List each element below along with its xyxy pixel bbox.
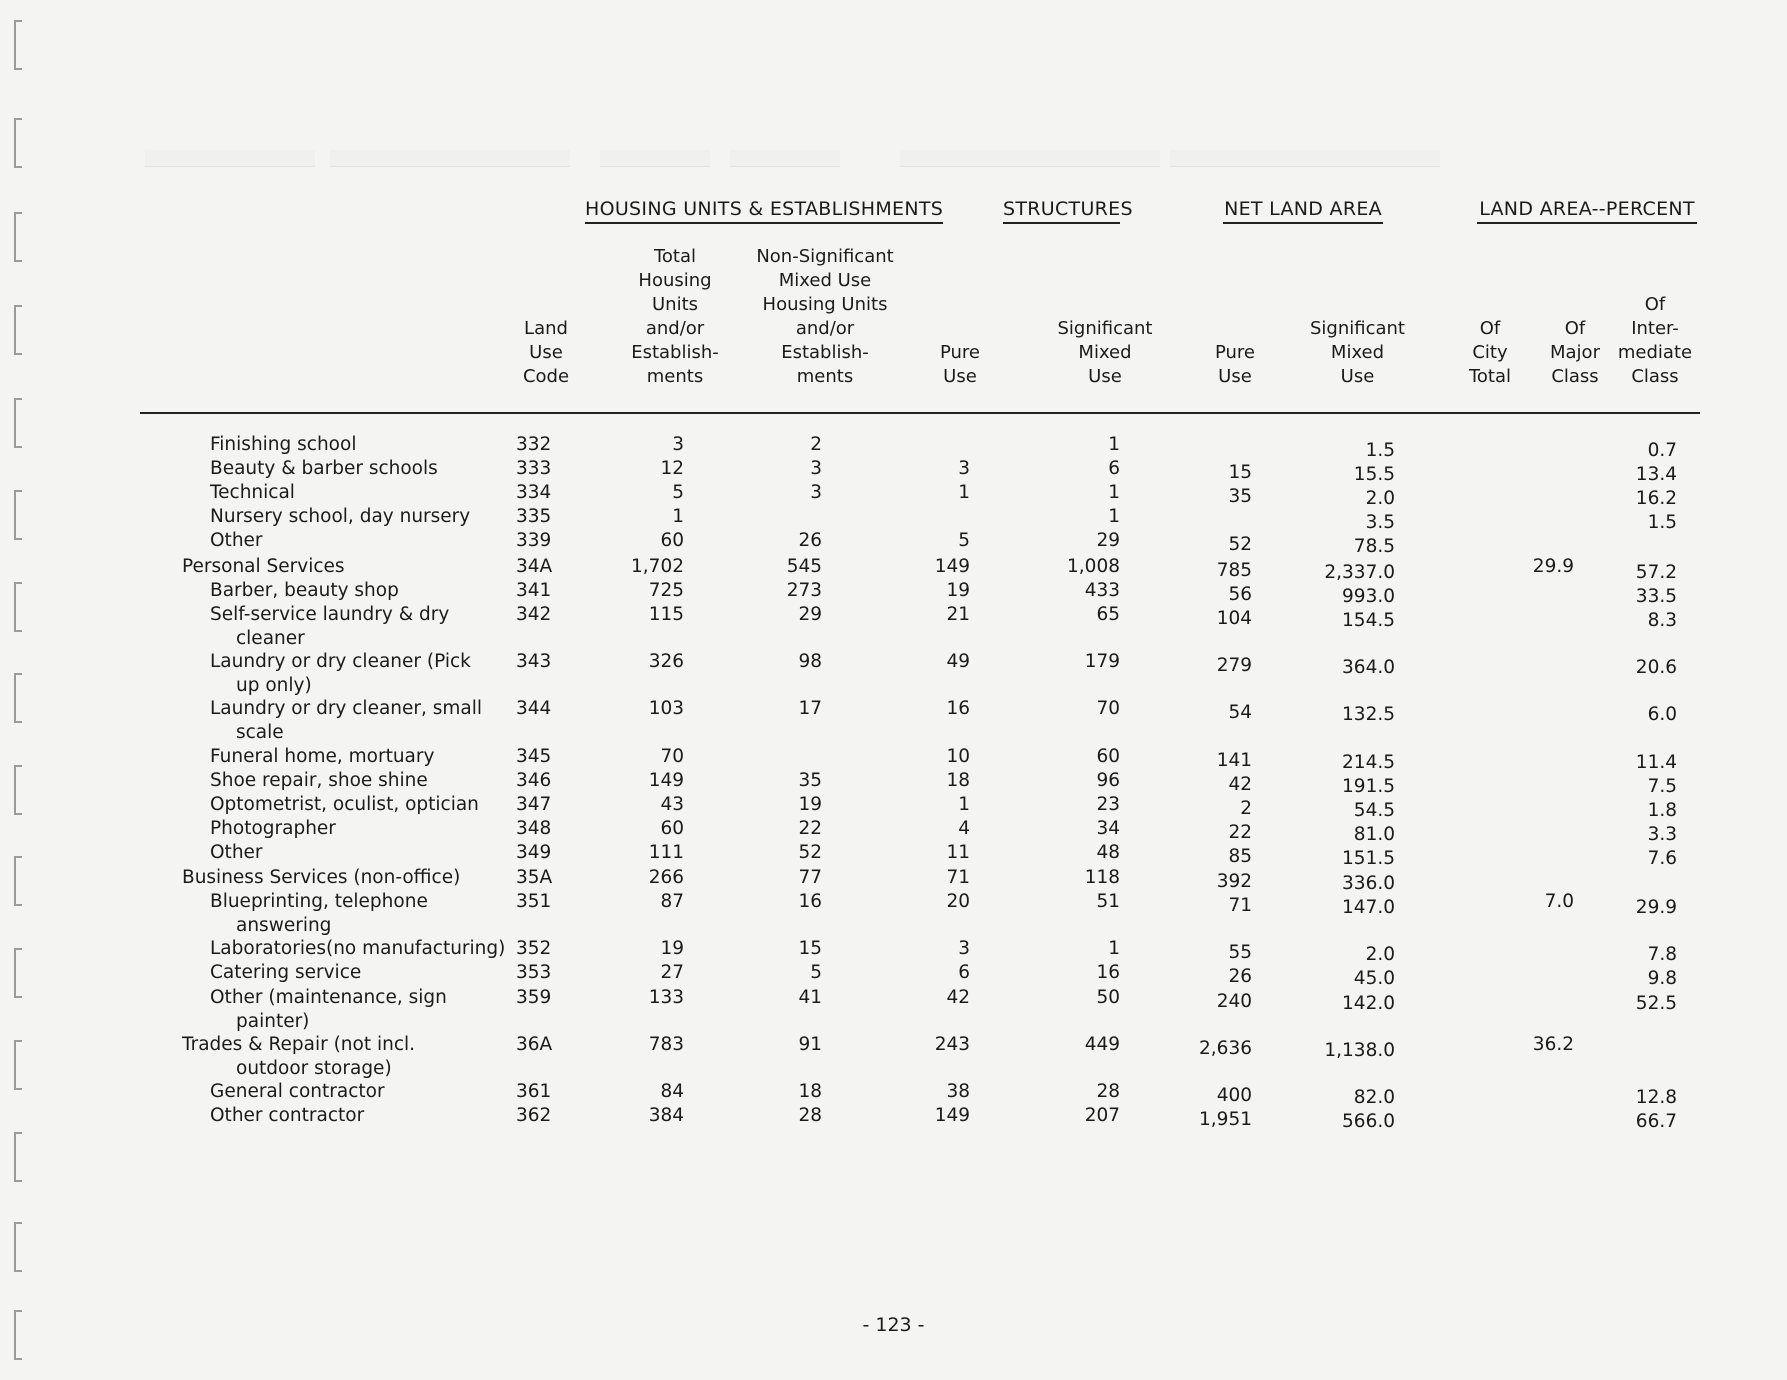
row-label: Catering service (210, 962, 362, 983)
col-of-intermediate-class: Of Inter- mediate Class (1617, 294, 1693, 387)
land-use-code-cell: 346 (516, 770, 552, 791)
structures-significant-cell: 29 (1096, 530, 1120, 551)
total-housing-cell: 266 (648, 867, 684, 888)
structures-pure-cell: 11 (946, 842, 970, 863)
land-significant-cell: 45.0 (1353, 968, 1395, 989)
structures-pure-cell: 149 (934, 556, 970, 577)
non-significant-cell: 91 (798, 1034, 822, 1055)
structures-significant-cell: 34 (1096, 818, 1120, 839)
land-significant-cell: 142.0 (1342, 993, 1395, 1014)
of-intermediate-class-cell: 7.6 (1647, 848, 1677, 869)
land-significant-cell: 1.5 (1365, 440, 1395, 461)
bleed-through (730, 150, 840, 167)
of-intermediate-class-cell: 1.5 (1647, 512, 1677, 533)
table-row (0, 481, 1787, 509)
total-housing-cell: 3 (672, 434, 684, 455)
total-housing-cell: 783 (648, 1034, 684, 1055)
land-significant-cell: 154.5 (1342, 610, 1395, 631)
of-intermediate-class-cell: 8.3 (1647, 610, 1677, 631)
land-use-code-cell: 347 (516, 794, 552, 815)
row-label: Self-service laundry & dry (210, 604, 450, 625)
row-label: Shoe repair, shoe shine (210, 770, 428, 791)
of-intermediate-class-cell: 33.5 (1635, 586, 1677, 607)
land-significant-cell: 82.0 (1353, 1087, 1395, 1108)
structures-significant-cell: 207 (1084, 1105, 1120, 1126)
of-intermediate-class-cell: 20.6 (1635, 657, 1677, 678)
land-pure-cell: 85 (1228, 846, 1252, 867)
table-row (0, 505, 1787, 533)
of-major-class-cell: 36.2 (1532, 1034, 1574, 1055)
of-intermediate-class-cell: 11.4 (1635, 752, 1677, 773)
non-significant-cell: 2 (810, 434, 822, 455)
non-significant-cell: 18 (798, 1081, 822, 1102)
total-housing-cell: 70 (660, 746, 684, 767)
bleed-through (145, 150, 315, 167)
non-significant-cell: 35 (798, 770, 822, 791)
land-use-code-cell: 342 (516, 604, 552, 625)
table-row (0, 961, 1787, 989)
row-label: Optometrist, oculist, optician (210, 794, 479, 815)
land-use-code-cell: 36A (516, 1034, 553, 1055)
header-rule (140, 412, 1700, 414)
non-significant-cell: 77 (798, 867, 822, 888)
non-significant-cell: 17 (798, 698, 822, 719)
table-row (0, 1033, 1787, 1079)
land-use-code-cell: 343 (516, 651, 552, 672)
bleed-through (330, 150, 470, 167)
of-intermediate-class-cell: 7.5 (1647, 776, 1677, 797)
total-housing-cell: 326 (648, 651, 684, 672)
table-row (0, 866, 1787, 894)
land-significant-cell: 15.5 (1353, 464, 1395, 485)
land-significant-cell: 191.5 (1342, 776, 1395, 797)
land-pure-cell: 400 (1216, 1085, 1252, 1106)
structures-pure-cell: 1 (958, 482, 970, 503)
row-label: Finishing school (210, 434, 357, 455)
table-row (0, 529, 1787, 557)
structures-significant-cell: 1 (1108, 434, 1120, 455)
land-use-code-cell: 332 (516, 434, 552, 455)
of-intermediate-class-cell: 16.2 (1635, 488, 1677, 509)
land-significant-cell: 78.5 (1353, 536, 1395, 557)
bleed-through (470, 150, 570, 167)
structures-pure-cell: 3 (958, 938, 970, 959)
structures-pure-cell: 19 (946, 580, 970, 601)
land-pure-cell: 52 (1228, 534, 1252, 555)
structures-pure-cell: 1 (958, 794, 970, 815)
table-row (0, 433, 1787, 461)
non-significant-cell: 545 (786, 556, 822, 577)
structures-significant-cell: 118 (1084, 867, 1120, 888)
land-pure-cell: 54 (1228, 702, 1252, 723)
of-intermediate-class-cell: 9.8 (1647, 968, 1677, 989)
structures-pure-cell: 4 (958, 818, 970, 839)
group-header-structures: STRUCTURES (1003, 198, 1120, 224)
row-label: Other (210, 842, 263, 863)
col-land-pure: Pure Use (1214, 342, 1256, 387)
structures-pure-cell: 38 (946, 1081, 970, 1102)
total-housing-cell: 1 (672, 506, 684, 527)
structures-significant-cell: 179 (1084, 651, 1120, 672)
group-header-net-land-area: NET LAND AREA (1223, 198, 1383, 224)
land-pure-cell: 26 (1228, 966, 1252, 987)
row-label: Barber, beauty shop (210, 580, 399, 601)
total-housing-cell: 60 (660, 818, 684, 839)
total-housing-cell: 133 (648, 987, 684, 1008)
land-pure-cell: 56 (1228, 584, 1252, 605)
table-row (0, 697, 1787, 743)
land-significant-cell: 54.5 (1353, 800, 1395, 821)
table-row (0, 841, 1787, 869)
land-use-code-cell: 349 (516, 842, 552, 863)
non-significant-cell: 98 (798, 651, 822, 672)
structures-significant-cell: 48 (1096, 842, 1120, 863)
non-significant-cell: 29 (798, 604, 822, 625)
table-row (0, 555, 1787, 583)
binder-mark (14, 305, 22, 355)
structures-pure-cell: 5 (958, 530, 970, 551)
of-intermediate-class-cell: 13.4 (1635, 464, 1677, 485)
row-label: Photographer (210, 818, 336, 839)
non-significant-cell: 41 (798, 987, 822, 1008)
of-intermediate-class-cell: 12.8 (1635, 1087, 1677, 1108)
binder-mark (14, 1222, 22, 1272)
total-housing-cell: 103 (648, 698, 684, 719)
row-label-continued: outdoor storage) (236, 1058, 392, 1079)
total-housing-cell: 60 (660, 530, 684, 551)
land-significant-cell: 81.0 (1353, 824, 1395, 845)
row-label: General contractor (210, 1081, 385, 1102)
structures-significant-cell: 1 (1108, 938, 1120, 959)
of-intermediate-class-cell: 29.9 (1635, 897, 1677, 918)
col-structures-pure: Pure Use (939, 342, 981, 387)
col-land-significant: Significant Mixed Use (1310, 318, 1405, 387)
of-intermediate-class-cell: 0.7 (1647, 440, 1677, 461)
land-significant-cell: 2.0 (1365, 488, 1395, 509)
structures-pure-cell: 42 (946, 987, 970, 1008)
land-significant-cell: 3.5 (1365, 512, 1395, 533)
land-use-code-cell: 359 (516, 987, 552, 1008)
total-housing-cell: 725 (648, 580, 684, 601)
table-row (0, 603, 1787, 649)
land-significant-cell: 2.0 (1365, 944, 1395, 965)
non-significant-cell: 19 (798, 794, 822, 815)
binder-mark (14, 20, 22, 70)
structures-significant-cell: 50 (1096, 987, 1120, 1008)
land-use-code-cell: 35A (516, 867, 553, 888)
land-use-code-cell: 333 (516, 458, 552, 479)
bleed-through (900, 150, 1160, 167)
row-label: Other (maintenance, sign (210, 987, 447, 1008)
structures-pure-cell: 10 (946, 746, 970, 767)
structures-pure-cell: 6 (958, 962, 970, 983)
land-pure-cell: 392 (1216, 871, 1252, 892)
land-pure-cell: 35 (1228, 486, 1252, 507)
non-significant-cell: 28 (798, 1105, 822, 1126)
row-label: Laundry or dry cleaner (Pick (210, 651, 471, 672)
structures-pure-cell: 20 (946, 891, 970, 912)
non-significant-cell: 3 (810, 482, 822, 503)
structures-pure-cell: 18 (946, 770, 970, 791)
land-pure-cell: 785 (1216, 560, 1252, 581)
non-significant-cell: 15 (798, 938, 822, 959)
structures-significant-cell: 449 (1084, 1034, 1120, 1055)
structures-significant-cell: 6 (1108, 458, 1120, 479)
land-use-code-cell: 362 (516, 1105, 552, 1126)
binder-mark (14, 1132, 22, 1182)
total-housing-cell: 12 (660, 458, 684, 479)
row-label-continued: up only) (236, 675, 312, 696)
land-use-code-cell: 352 (516, 938, 552, 959)
land-pure-cell: 71 (1228, 895, 1252, 916)
table-row (0, 579, 1787, 607)
row-label: Business Services (non-office) (182, 867, 461, 888)
non-significant-cell: 273 (786, 580, 822, 601)
total-housing-cell: 149 (648, 770, 684, 791)
land-use-code-cell: 361 (516, 1081, 552, 1102)
total-housing-cell: 5 (672, 482, 684, 503)
land-pure-cell: 15 (1228, 462, 1252, 483)
col-of-city-total: Of City Total (1468, 318, 1512, 387)
land-pure-cell: 141 (1216, 750, 1252, 771)
structures-significant-cell: 96 (1096, 770, 1120, 791)
non-significant-cell: 52 (798, 842, 822, 863)
row-label: Other (210, 530, 263, 551)
row-label-continued: answering (236, 915, 332, 936)
structures-pure-cell: 21 (946, 604, 970, 625)
of-intermediate-class-cell: 57.2 (1635, 562, 1677, 583)
land-significant-cell: 336.0 (1342, 873, 1395, 894)
row-label: Other contractor (210, 1105, 365, 1126)
land-use-code-cell: 339 (516, 530, 552, 551)
land-use-code-cell: 353 (516, 962, 552, 983)
row-label-continued: cleaner (236, 628, 305, 649)
of-intermediate-class-cell: 1.8 (1647, 800, 1677, 821)
land-use-code-cell: 348 (516, 818, 552, 839)
non-significant-cell: 3 (810, 458, 822, 479)
page-number: - 123 - (862, 1314, 925, 1336)
row-label: Blueprinting, telephone (210, 891, 428, 912)
total-housing-cell: 27 (660, 962, 684, 983)
structures-significant-cell: 1 (1108, 506, 1120, 527)
land-significant-cell: 147.0 (1342, 897, 1395, 918)
land-pure-cell: 22 (1228, 822, 1252, 843)
total-housing-cell: 1,702 (631, 556, 684, 577)
total-housing-cell: 115 (648, 604, 684, 625)
of-major-class-cell: 7.0 (1544, 891, 1574, 912)
of-major-class-cell: 29.9 (1532, 556, 1574, 577)
structures-significant-cell: 28 (1096, 1081, 1120, 1102)
non-significant-cell: 22 (798, 818, 822, 839)
structures-significant-cell: 60 (1096, 746, 1120, 767)
land-pure-cell: 104 (1216, 608, 1252, 629)
land-use-code-cell: 334 (516, 482, 552, 503)
land-significant-cell: 993.0 (1342, 586, 1395, 607)
land-use-code-cell: 351 (516, 891, 552, 912)
col-structures-significant: Significant Mixed Use (1057, 318, 1153, 387)
total-housing-cell: 87 (660, 891, 684, 912)
land-significant-cell: 566.0 (1342, 1111, 1395, 1132)
land-pure-cell: 55 (1228, 942, 1252, 963)
table-row (0, 650, 1787, 696)
land-significant-cell: 214.5 (1342, 752, 1395, 773)
table-row (0, 769, 1787, 797)
land-pure-cell: 2,636 (1199, 1038, 1252, 1059)
structures-significant-cell: 51 (1096, 891, 1120, 912)
table-row (0, 817, 1787, 845)
of-intermediate-class-cell: 66.7 (1635, 1111, 1677, 1132)
land-significant-cell: 364.0 (1342, 657, 1395, 678)
land-use-code-cell: 34A (516, 556, 553, 577)
table-row (0, 1104, 1787, 1132)
land-pure-cell: 240 (1216, 991, 1252, 1012)
row-label: Nursery school, day nursery (210, 506, 471, 527)
structures-pure-cell: 149 (934, 1105, 970, 1126)
table-row (0, 890, 1787, 936)
bleed-through (600, 150, 710, 167)
land-significant-cell: 151.5 (1342, 848, 1395, 869)
land-use-code-cell: 341 (516, 580, 552, 601)
table-row (0, 1080, 1787, 1108)
structures-significant-cell: 1 (1108, 482, 1120, 503)
binder-mark (14, 118, 22, 168)
land-pure-cell: 42 (1228, 774, 1252, 795)
structures-significant-cell: 23 (1096, 794, 1120, 815)
land-pure-cell: 2 (1240, 798, 1252, 819)
table-row (0, 457, 1787, 485)
structures-pure-cell: 3 (958, 458, 970, 479)
col-total-housing: Total Housing Units and/or Establish- ments (631, 246, 719, 387)
of-intermediate-class-cell: 7.8 (1647, 944, 1677, 965)
non-significant-cell: 5 (810, 962, 822, 983)
non-significant-cell: 16 (798, 891, 822, 912)
row-label-continued: painter) (236, 1011, 310, 1032)
of-intermediate-class-cell: 3.3 (1647, 824, 1677, 845)
total-housing-cell: 84 (660, 1081, 684, 1102)
of-intermediate-class-cell: 52.5 (1635, 993, 1677, 1014)
structures-significant-cell: 1,008 (1067, 556, 1120, 577)
row-label-continued: scale (236, 722, 284, 743)
structures-pure-cell: 71 (946, 867, 970, 888)
structures-significant-cell: 65 (1096, 604, 1120, 625)
row-label: Trades & Repair (not incl. (182, 1034, 416, 1055)
structures-significant-cell: 70 (1096, 698, 1120, 719)
land-pure-cell: 1,951 (1199, 1109, 1252, 1130)
structures-pure-cell: 49 (946, 651, 970, 672)
group-header-land-area-percent: LAND AREA--PERCENT (1477, 198, 1697, 224)
land-use-code-cell: 345 (516, 746, 552, 767)
structures-pure-cell: 243 (934, 1034, 970, 1055)
structures-significant-cell: 433 (1084, 580, 1120, 601)
binder-mark (14, 212, 22, 262)
land-use-code-cell: 344 (516, 698, 552, 719)
of-intermediate-class-cell: 6.0 (1647, 704, 1677, 725)
land-pure-cell: 279 (1216, 655, 1252, 676)
row-label: Technical (210, 482, 295, 503)
table-row (0, 793, 1787, 821)
row-label: Funeral home, mortuary (210, 746, 435, 767)
row-label: Laboratories(no manufacturing) (210, 938, 506, 959)
structures-pure-cell: 16 (946, 698, 970, 719)
col-land-use-code: Land Use Code (522, 318, 570, 387)
land-significant-cell: 1,138.0 (1324, 1040, 1395, 1061)
total-housing-cell: 111 (648, 842, 684, 863)
col-non-significant: Non-Significant Mixed Use Housing Units and/or Establish- ments (756, 246, 894, 387)
table-row (0, 937, 1787, 965)
table-row (0, 745, 1787, 773)
land-use-code-cell: 335 (516, 506, 552, 527)
total-housing-cell: 384 (648, 1105, 684, 1126)
total-housing-cell: 19 (660, 938, 684, 959)
group-header-housing: HOUSING UNITS & ESTABLISHMENTS (585, 198, 943, 224)
total-housing-cell: 43 (660, 794, 684, 815)
col-of-major-class: Of Major Class (1550, 318, 1600, 387)
row-label: Personal Services (182, 556, 345, 577)
structures-significant-cell: 16 (1096, 962, 1120, 983)
row-label: Beauty & barber schools (210, 458, 438, 479)
non-significant-cell: 26 (798, 530, 822, 551)
land-significant-cell: 132.5 (1342, 704, 1395, 725)
bleed-through (1170, 150, 1440, 167)
row-label: Laundry or dry cleaner, small (210, 698, 483, 719)
table-row (0, 986, 1787, 1032)
land-significant-cell: 2,337.0 (1324, 562, 1395, 583)
